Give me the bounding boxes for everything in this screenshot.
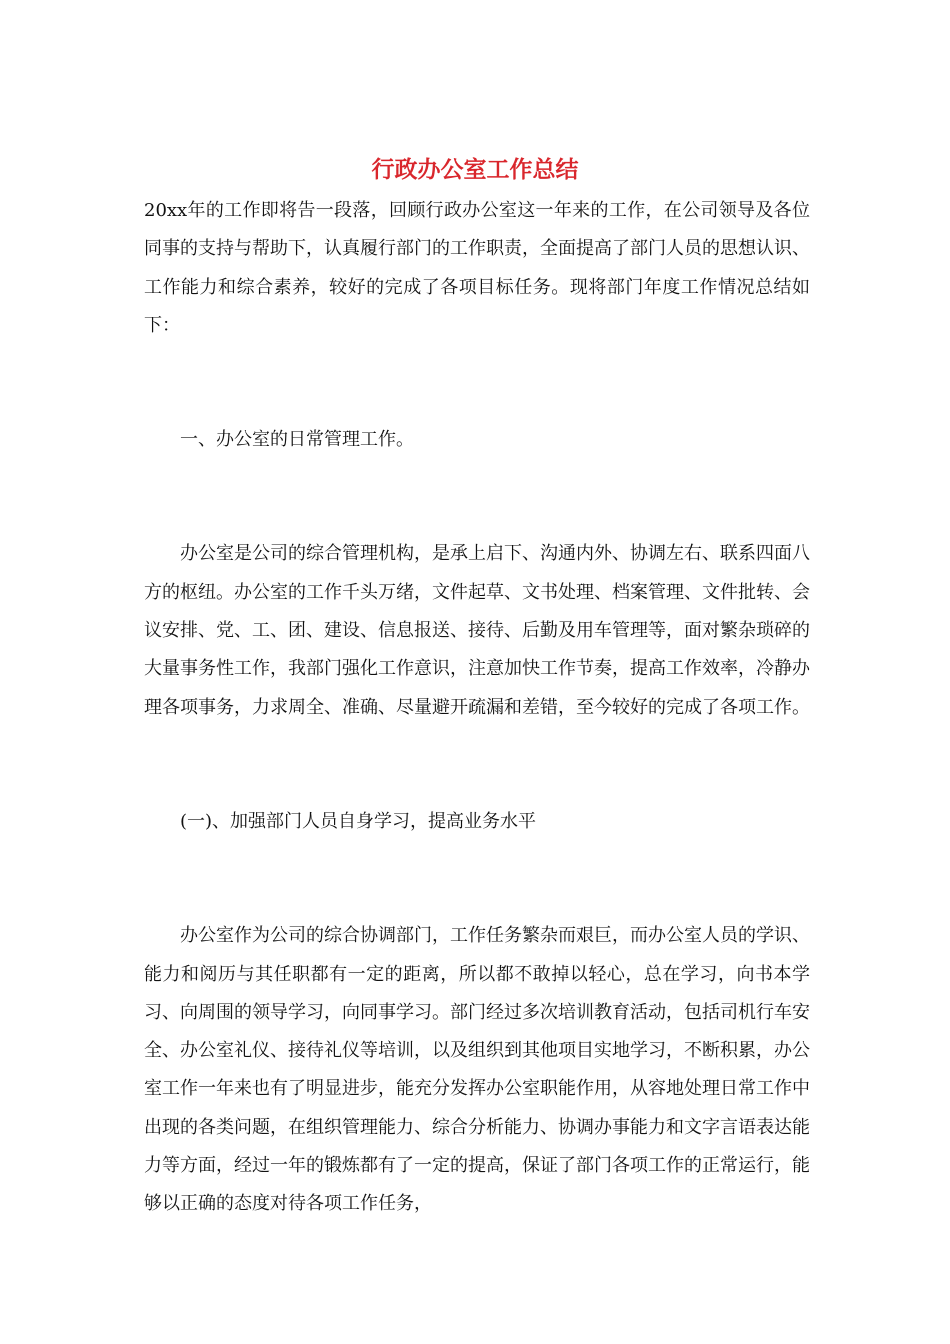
document-body bbox=[144, 192, 810, 1224]
subsection-heading-staff-learning: (一)、加强部门人员自身学习，提高业务水平 bbox=[180, 810, 537, 832]
section-paragraph-daily-management: 办公室是公司的综合管理机构，是承上启下、沟通内外、协调左右、联系四面八方的枢纽。办公室的工作千头万绪，文件起草、文书处理、档案管理、文件批转、会议安排、党、工、团、建设、信息报送、接待、后勤及用车管理等，面对繁杂琐碎的大量事务性工作，我部门强化工作意识，注意加快工作节奏，提高工作效率，冷静办理各项事务，力求周全、准确、尽量避开疏漏和差错，至今较好的完成了各项工作。 bbox=[144, 543, 810, 718]
section-heading-daily-management: 一、办公室的日常管理工作。 bbox=[180, 429, 414, 451]
subsection-paragraph-staff-learning: 办公室作为公司的综合协调部门，工作任务繁杂而艰巨，而办公室人员的学识、能力和阅历与其任职都有一定的距离，所以都不敢掉以轻心，总在学习，向书本学习、向周围的领导学习，向同事学习。部门经过多次培训教育活动，包括司机行车安全、办公室礼仪、接待礼仪等培训，以及组织到其他项目实地学习，不断积累，办公室工作一年来也有了明显进步，能充分发挥办公室职能作用，从容地处理日常工作中出现的各类问题，在组织管理能力、综合分析能力、协调办事能力和文字言语表达能力等方面，经过一年的锻炼都有了一定的提高，保证了部门各项工作的正常运行，能够以正确的态度对待各项工作任务， bbox=[144, 925, 810, 1215]
document-title: 行政办公室工作总结 bbox=[371, 156, 579, 183]
intro-paragraph: 20xx年的工作即将告一段落，回顾行政办公室这一年来的工作，在公司领导及各位同事的支持与帮助下，认真履行部门的工作职责，全面提高了部门人员的思想认识、工作能力和综合素养，较好的完成了各项目标任务。现将部门年度工作情况总结如下： bbox=[144, 200, 810, 336]
